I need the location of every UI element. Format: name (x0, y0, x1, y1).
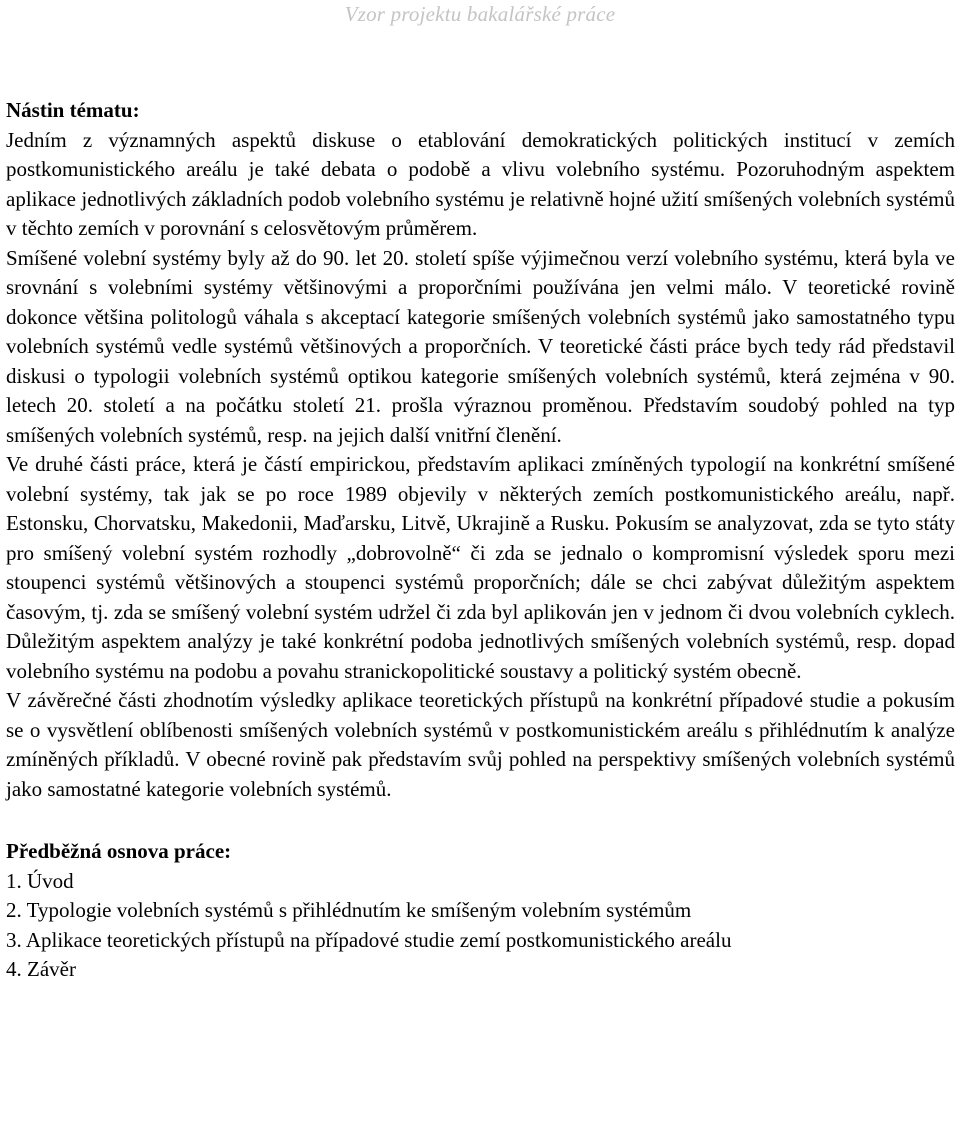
paragraph-intro: Jedním z významných aspektů diskuse o etablování demokratických politických institucí v zemích postkomunistického areálu je také debata o podobě a vlivu volebního systému. Pozoruhodným aspektem aplikace jednotlivých základních podob volebního systému je relativně hojné užití smíšených volebních systémů v těchto zemích v porovnání s celosvětovým průměrem. (6, 127, 955, 240)
paragraph-theory: Smíšené volební systémy byly až do 90. let 20. století spíše výjimečnou verzí volebního systému, která byla ve srovnání s volebními systémy většinovými a proporčními používána jen velmi málo. V teoretické rovině dokonce většina politologů váhala s akceptací kategorie smíšených volebních systémů jako samostatného typu volebních systémů vedle systémů většinových a proporčních. V teoretické části práce bych tedy rád představil diskusi o typologii volebních systémů optikou kategorie smíšených volebních systémů, která zejména v 90. letech 20. století a na počátku století 21. prošla výraznou proměnou. Představím soudobý pohled na typ smíšených volebních systémů, resp. na jejich další vnitřní členění. (6, 245, 955, 447)
outline-heading: Předběžná osnova práce: (6, 839, 232, 863)
paragraph-conclusion: V závěrečné části zhodnotím výsledky aplikace teoretických přístupů na konkrétní případové studie a pokusím se o vysvětlení oblíbenosti smíšených volebních systémů v postkomunistickém areálu s přihlédnutím k analýze zmíněných příkladů. V obecné rovině pak představím svůj pohled na perspektivy smíšených volebních systémů jako samostatné kategorie volebních systémů. (6, 688, 955, 801)
outline-item: 4. Závěr (6, 957, 76, 981)
outline-item: 3. Aplikace teoretických přístupů na případové studie zemí postkomunistického areálu (6, 927, 732, 952)
paragraph-empirical: Ve druhé části práce, která je částí empirickou, představím aplikaci zmíněných typologií na konkrétní smíšené volební systémy, tak jak se po roce 1989 objevily v některých zemích postkomunistického areálu, např. Estonsku, Chorvatsku, Makedonii, Maďarsku, Litvě, Ukrajině a Rusku. Pokusím se analyzovat, zda se tyto státy pro smíšený volební systém rozhodly „dobrovolně“ či zda se jednalo o kompromisní výsledek sporu mezi stoupenci systémů většinových a stoupenci systémů proporčních; dále se chci zabývat důležitým aspektem časovým, tj. zda se smíšený volební systém udržel či zda byl aplikován jen v jednom či dvou volebních cyklech. Důležitým aspektem analýzy je také konkrétní podoba jednotlivých smíšených volebních systémů, resp. dopad volebního systému na podobu a povahu stranickopolitické soustavy a politický systém obecně. (6, 452, 955, 683)
topic-heading: Nástin tématu: (6, 98, 140, 122)
outline-item: 1. Úvod (6, 868, 74, 893)
outline-item: 2. Typologie volebních systémů s přihlédnutím ke smíšeným volebním systémům (6, 898, 692, 922)
document-body (6, 96, 955, 985)
page-header-title: Vzor projektu bakalářské práce (344, 2, 616, 26)
section-spacer (6, 804, 955, 837)
